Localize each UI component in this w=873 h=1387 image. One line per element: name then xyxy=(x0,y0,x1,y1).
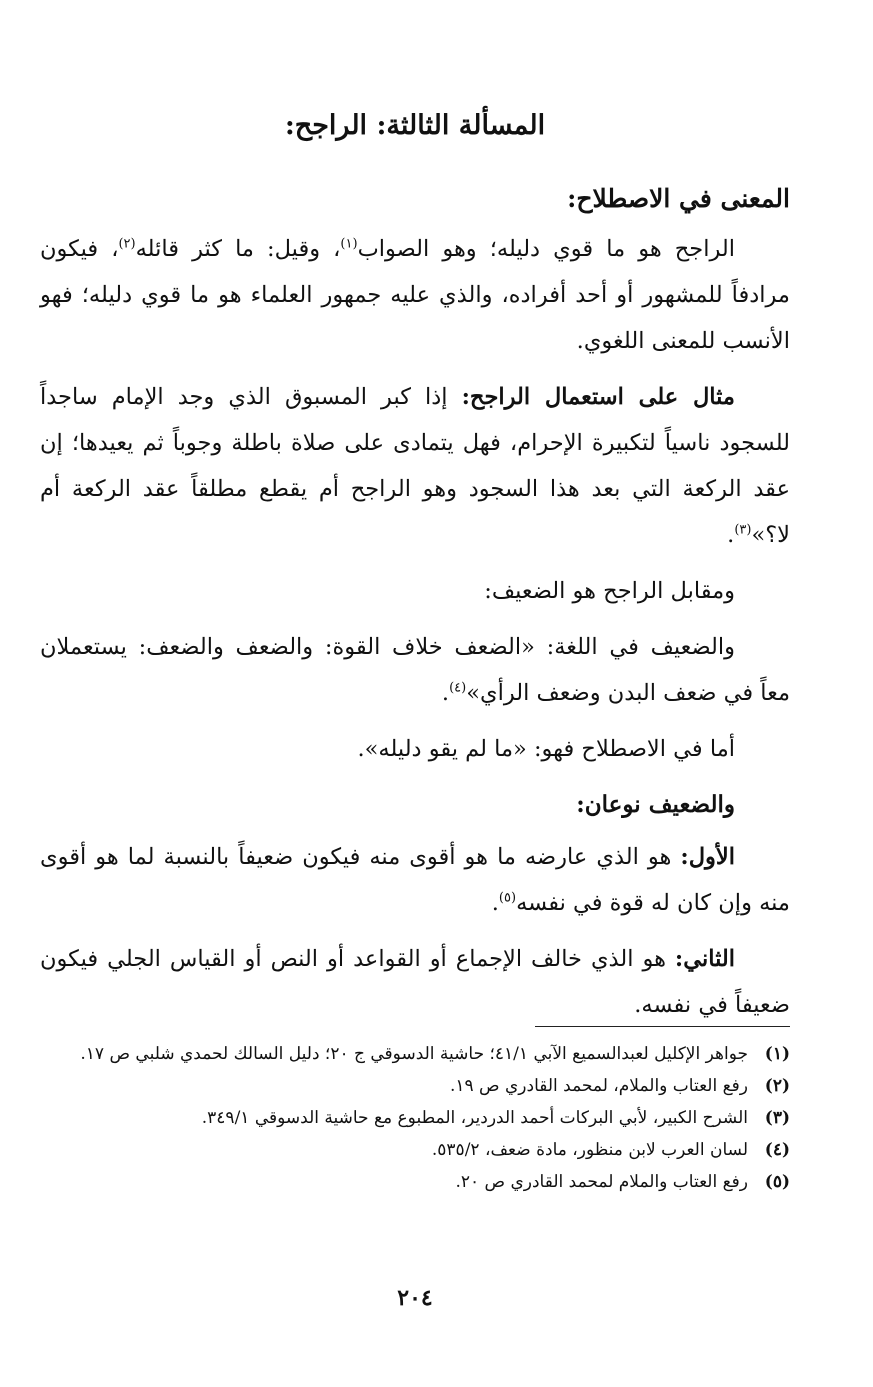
example-text: إذا كبر المسبوق الذي وجد الإمام ساجداً للسجود ناسياً لتكبيرة الإحرام، فهل يتمادى على صلاة باطلة وجوباً ثم يعيدها؛ إن عقد الركعة التي بعد هذا السجود وهو الراجح أم يقطع مطلقاً عقد الركعة أم لا؟» xyxy=(40,384,790,548)
footnote-ref-5: (٥) xyxy=(498,890,517,906)
paragraph-first-type xyxy=(40,834,790,926)
definition-text-3: ، فيكون مرادفاً للمشهور أو أحد أفراده، والذي عليه جمهور العلماء هو ما قوي دليله؛ فهو الأنسب للمعنى اللغوي. xyxy=(40,236,790,354)
footnote-item xyxy=(40,1038,790,1070)
paragraph-weak-term: أما في الاصطلاح فهو: «ما لم يقو دليله». xyxy=(357,736,735,762)
heading-meaning: المعنى في الاصطلاح: xyxy=(567,184,790,213)
footnote-number: (٢) xyxy=(764,1076,790,1096)
body-text xyxy=(40,178,790,1038)
second-type-lead: الثاني: xyxy=(674,946,735,972)
footnote-divider xyxy=(535,1026,790,1027)
footnote-item xyxy=(40,1166,790,1198)
footnote-number: (١) xyxy=(764,1044,790,1064)
first-type-end: . xyxy=(491,890,499,916)
paragraph-example xyxy=(40,374,790,558)
definition-text-1: الراجح هو ما قوي دليله؛ وهو الصواب xyxy=(357,236,735,262)
footnote-number: (٥) xyxy=(764,1172,790,1192)
weak-language-end: . xyxy=(441,680,450,706)
footnote-item xyxy=(40,1070,790,1102)
paragraph-second-type xyxy=(40,936,790,1028)
example-end: . xyxy=(727,522,735,548)
footnote-number: (٤) xyxy=(764,1140,790,1160)
book-page xyxy=(40,0,790,1387)
first-type-text: هو الذي عارضه ما هو أقوى منه فيكون ضعيفاً بالنسبة لما هو أقوى منه وإن كان له قوة في نفسه xyxy=(40,844,790,916)
paragraph-opposite: ومقابل الراجح هو الضعيف: xyxy=(484,578,735,604)
paragraph-definition xyxy=(40,226,790,364)
footnote-ref-1: (١) xyxy=(340,236,358,252)
section-title: المسألة الثالثة: الراجح: xyxy=(284,110,546,141)
page-number: ٢٠٤ xyxy=(397,1285,433,1311)
definition-text-2: ، وقيل: ما كثر قائله xyxy=(135,236,341,262)
footnotes xyxy=(40,1038,790,1198)
footnote-number: (٣) xyxy=(764,1108,790,1128)
footnote-item xyxy=(40,1134,790,1166)
footnote-ref-4: (٤) xyxy=(449,680,467,696)
weak-language-text: والضعيف في اللغة: «الضعف خلاف القوة: والضعف والضعف: يستعملان معاً في ضعف البدن وضعف الرأي» xyxy=(40,634,790,706)
paragraph-weak-language xyxy=(40,624,790,716)
footnote-text: الشرح الكبير، لأبي البركات أحمد الدردير، المطبوع مع حاشية الدسوقي ٣٤٩/١. xyxy=(201,1108,748,1128)
footnote-text: لسان العرب لابن منظور، مادة ضعف، ٥٣٥/٢. xyxy=(431,1140,748,1160)
footnote-ref-3: (٣) xyxy=(734,522,752,538)
first-type-lead: الأول: xyxy=(680,844,735,870)
footnote-item xyxy=(40,1102,790,1134)
heading-weak-types: والضعيف نوعان: xyxy=(576,791,735,818)
footnote-text: رفع العتاب والملام لمحمد القادري ص ٢٠. xyxy=(455,1172,748,1192)
footnote-text: جواهر الإكليل لعبدالسميع الآبي ٤١/١؛ حاشية الدسوقي ج ٢٠؛ دليل السالك لحمدي شلبي ص ١٧. xyxy=(80,1044,748,1064)
footnote-ref-2: (٢) xyxy=(118,236,136,252)
example-lead: مثال على استعمال الراجح: xyxy=(461,384,735,410)
second-type-text: هو الذي خالف الإجماع أو القواعد أو النص أو القياس الجلي فيكون ضعيفاً في نفسه. xyxy=(40,946,790,1018)
footnote-text: رفع العتاب والملام، لمحمد القادري ص ١٩. xyxy=(449,1076,748,1096)
